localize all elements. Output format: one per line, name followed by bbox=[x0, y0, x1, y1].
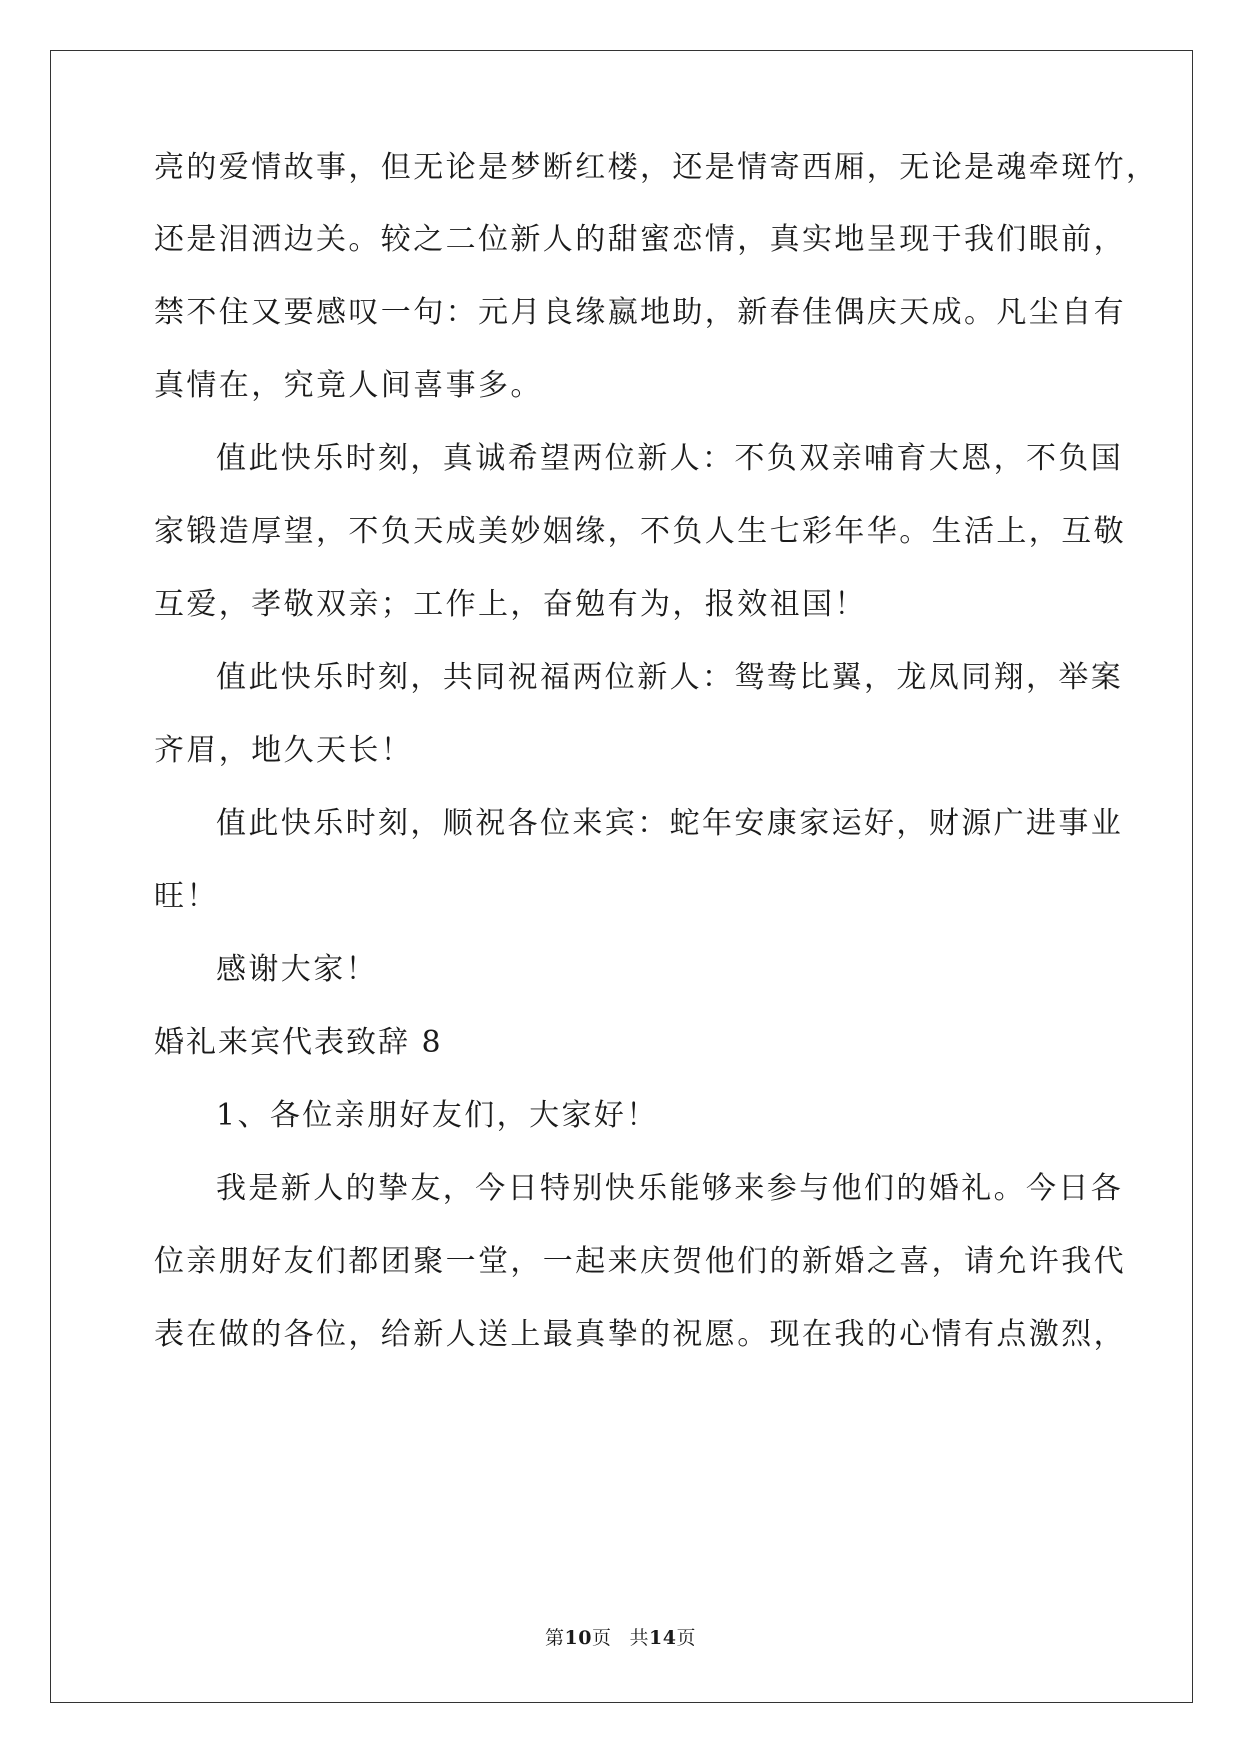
text-line: 亮的爱情故事，但无论是梦断红楼，还是情寄西厢，无论是魂牵斑竹， bbox=[154, 150, 1159, 185]
paragraph-start-line: 感谢大家！ bbox=[216, 952, 378, 987]
paragraph-start-line: 值此快乐时刻，顺祝各位来宾：蛇年安康家运好，财源广进事业 bbox=[216, 806, 1124, 841]
page-suffix: 页 bbox=[591, 1627, 612, 1649]
page-prefix: 第 bbox=[545, 1627, 565, 1649]
text-line: 真情在，究竟人间喜事多。 bbox=[154, 368, 543, 403]
page-footer bbox=[0, 1626, 1241, 1650]
total-suffix: 页 bbox=[676, 1627, 696, 1649]
page-total: 14 bbox=[649, 1627, 677, 1649]
text-line: 禁不住又要感叹一句：元月良缘嬴地助，新春佳偶庆天成。凡尘自有 bbox=[154, 295, 1126, 330]
paragraph-start-line: 我是新人的挚友，今日特别快乐能够来参与他们的婚礼。今日各 bbox=[216, 1171, 1124, 1206]
text-line: 还是泪洒边关。较之二位新人的甜蜜恋情，真实地呈现于我们眼前， bbox=[154, 222, 1126, 257]
text-line: 旺！ bbox=[154, 879, 219, 914]
text-line: 互爱，孝敬双亲；工作上，奋勉有为，报效祖国！ bbox=[154, 587, 867, 622]
text-line: 表在做的各位，给新人送上最真挚的祝愿。现在我的心情有点激烈， bbox=[154, 1317, 1126, 1352]
text-line: 齐眉，地久天长！ bbox=[154, 733, 414, 768]
paragraph-start-line: 值此快乐时刻，真诚希望两位新人：不负双亲哺育大恩，不负国 bbox=[216, 441, 1124, 476]
paragraph-start-line: 1、各位亲朋好友们，大家好！ bbox=[216, 1098, 659, 1133]
section-heading: 婚礼来宾代表致辞 8 bbox=[154, 1025, 443, 1060]
total-prefix: 共 bbox=[629, 1627, 650, 1649]
paragraph-start-line: 值此快乐时刻，共同祝福两位新人：鸳鸯比翼，龙凤同翔，举案 bbox=[216, 660, 1124, 695]
text-line: 位亲朋好友们都团聚一堂，一起来庆贺他们的新婚之喜，请允许我代 bbox=[154, 1244, 1126, 1279]
text-line: 家锻造厚望，不负天成美妙姻缘，不负人生七彩年华。生活上，互敬 bbox=[154, 514, 1126, 549]
page-number: 10 bbox=[564, 1627, 592, 1649]
